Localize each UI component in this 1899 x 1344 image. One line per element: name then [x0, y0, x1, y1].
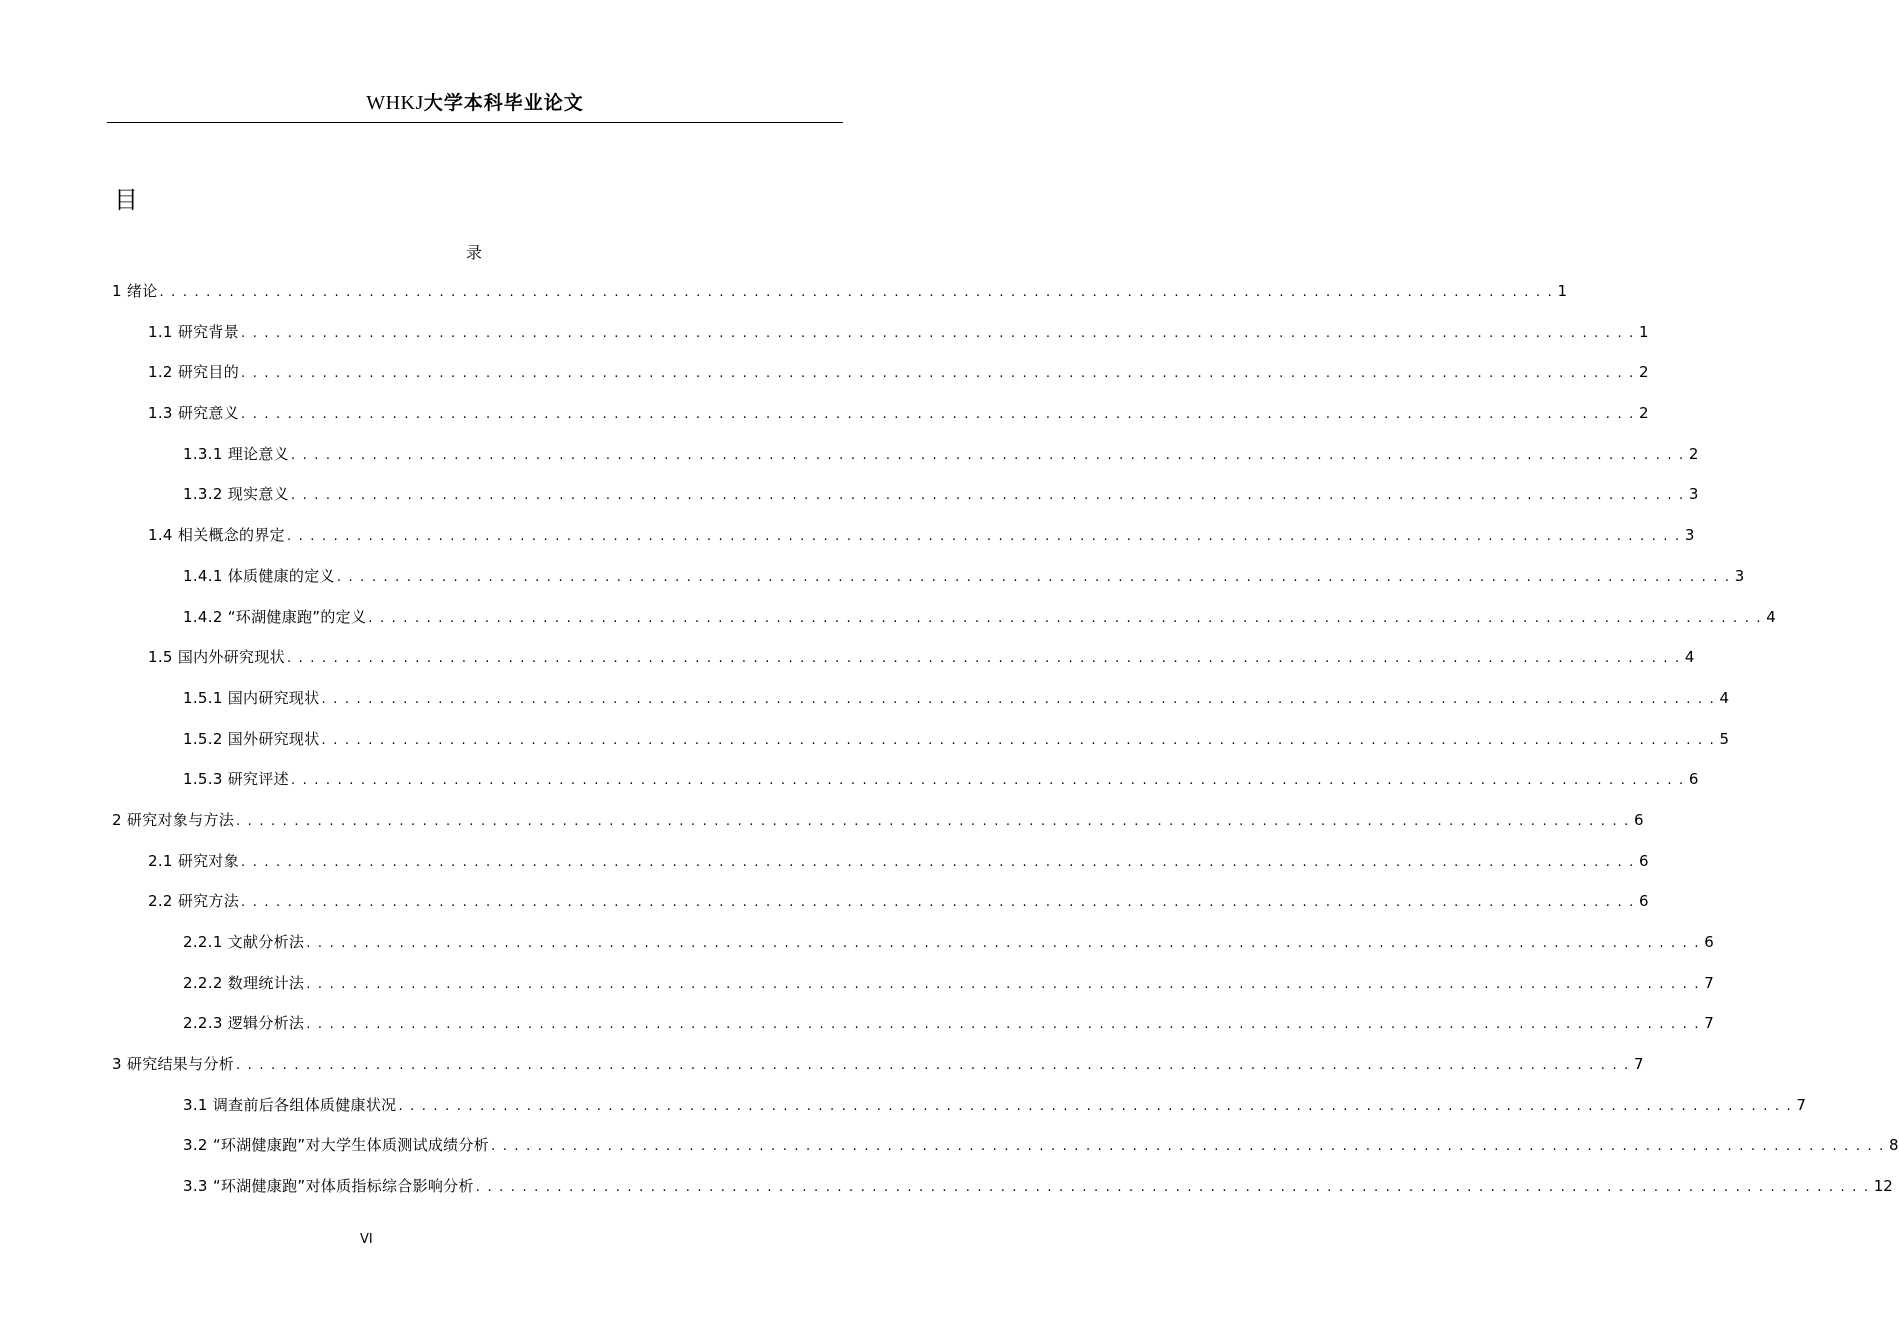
toc-dot-leader: . . . . . . . . . . . . . . . . . . . . . . . . . . . . . . . . . . . . . . . . . . . . . . . . . . . . . . . . . . . . . . . . . . . . . . . . . . . . . . . . . . . . . . . . . . . . . . . . . . . . . . . . . . . . . . . . . . . . . . . .	[368, 610, 1763, 626]
toc-entry[interactable]	[112, 642, 1695, 683]
toc-entry[interactable]	[112, 886, 1649, 927]
toc-dot-leader: . . . . . . . . . . . . . . . . . . . . . . . . . . . . . . . . . . . . . . . . . . . . . . . . . . . . . . . . . . . . . . . . . . . . . . . . . . . . . . . . . . . . . . . . . . . . . . . . . . . . . . . . . . . . . . . . . . . . . . . .	[241, 895, 1635, 911]
toc-entry[interactable]	[112, 317, 1649, 358]
toc-entry-page: 6	[1638, 851, 1649, 870]
toc-dot-leader: . . . . . . . . . . . . . . . . . . . . . . . . . . . . . . . . . . . . . . . . . . . . . . . . . . . . . . . . . . . . . . . . . . . . . . . . . . . . . . . . . . . . . . . . . . . . . . . . . . . . . . . . . . . . . . . . . . . . . . . .	[241, 325, 1635, 341]
toc-entry[interactable]	[112, 357, 1649, 398]
toc-entry-label: 3 研究结果与分析	[112, 1055, 235, 1074]
toc-entry-label: 1.5.3 研究评述	[183, 770, 289, 789]
toc-entry-label: 3.2 “环湖健康跑”对大学生体质测试成绩分析	[183, 1136, 490, 1155]
toc-entry-label: 1.3.2 现实意义	[183, 485, 289, 504]
toc-entry-page: 4	[1719, 688, 1730, 707]
toc-entry-page: 7	[1704, 973, 1714, 992]
toc-dot-leader: . . . . . . . . . . . . . . . . . . . . . . . . . . . . . . . . . . . . . . . . . . . . . . . . . . . . . . . . . . . . . . . . . . . . . . . . . . . . . . . . . . . . . . . . . . . . . . . . . . . . . . . . . . . . . . . . . . . . . . . .	[241, 366, 1635, 382]
toc-entry-page: 2	[1638, 363, 1649, 382]
toc-entry-page: 6	[1688, 770, 1699, 789]
toc-entry[interactable]	[112, 846, 1649, 887]
toc-dot-leader: . . . . . . . . . . . . . . . . . . . . . . . . . . . . . . . . . . . . . . . . . . . . . . . . . . . . . . . . . . . . . . . . . . . . . . . . . . . . . . . . . . . . . . . . . . . . . . . . . . . . . . . . . . . . . . . . . . . . . . . .	[475, 1180, 1870, 1196]
toc-entry-page: 4	[1684, 648, 1695, 667]
toc-entry-label: 2 研究对象与方法	[112, 810, 235, 829]
toc-dot-leader: . . . . . . . . . . . . . . . . . . . . . . . . . . . . . . . . . . . . . . . . . . . . . . . . . . . . . . . . . . . . . . . . . . . . . . . . . . . . . . . . . . . . . . . . . . . . . . . . . . . . . . . . . . . . . . . . . . . . . . . .	[286, 529, 1681, 545]
toc-entry[interactable]	[112, 276, 1567, 317]
header-title: 大学本科毕业论文	[423, 92, 584, 114]
toc-entry-label: 3.1 调查前后各组体质健康状况	[183, 1095, 397, 1114]
toc-entry-page: 8	[1889, 1136, 1899, 1155]
toc-dot-leader: . . . . . . . . . . . . . . . . . . . . . . . . . . . . . . . . . . . . . . . . . . . . . . . . . . . . . . . . . . . . . . . . . . . . . . . . . . . . . . . . . . . . . . . . . . . . . . . . . . . . . . . . . . . . . . . . . . . . . . . .	[306, 976, 1701, 992]
toc-dot-leader: . . . . . . . . . . . . . . . . . . . . . . . . . . . . . . . . . . . . . . . . . . . . . . . . . . . . . . . . . . . . . . . . . . . . . . . . . . . . . . . . . . . . . . . . . . . . . . . . . . . . . . . . . . . . . . . . . . . . . . . .	[306, 936, 1701, 951]
toc-entry[interactable]	[112, 561, 1745, 602]
toc-entry-label: 1.5 国内外研究现状	[148, 648, 285, 667]
toc-dot-leader: . . . . . . . . . . . . . . . . . . . . . . . . . . . . . . . . . . . . . . . . . . . . . . . . . . . . . . . . . . . . . . . . . . . . . . . . . . . . . . . . . . . . . . . . . . . . . . . . . . . . . . . . . . . . . . . . . . . . . . . .	[286, 651, 1681, 667]
toc-entry-page: 7	[1704, 1014, 1714, 1033]
toc-dot-leader: . . . . . . . . . . . . . . . . . . . . . . . . . . . . . . . . . . . . . . . . . . . . . . . . . . . . . . . . . . . . . . . . . . . . . . . . . . . . . . . . . . . . . . . . . . . . . . . . . . . . . . . . . . . . . . . . . . . . . . . .	[336, 569, 1731, 585]
toc-dot-leader: . . . . . . . . . . . . . . . . . . . . . . . . . . . . . . . . . . . . . . . . . . . . . . . . . . . . . . . . . . . . . . . . . . . . . . . . . . . . . . . . . . . . . . . . . . . . . . . . . . . . . . . . . . . . . . . . . . . . . . . .	[241, 854, 1635, 870]
toc-entry-page: 1	[1557, 282, 1567, 300]
toc-entry[interactable]	[112, 1049, 1644, 1090]
toc-dot-leader: . . . . . . . . . . . . . . . . . . . . . . . . . . . . . . . . . . . . . . . . . . . . . . . . . . . . . . . . . . . . . . . . . . . . . . . . . . . . . . . . . . . . . . . . . . . . . . . . . . . . . . . . . . . . . . . . . . . . . . . .	[290, 488, 1685, 504]
toc-entry[interactable]	[112, 1130, 1899, 1171]
footer-page-number: VI	[360, 1232, 373, 1247]
toc-dot-leader: . . . . . . . . . . . . . . . . . . . . . . . . . . . . . . . . . . . . . . . . . . . . . . . . . . . . . . . . . . . . . . . . . . . . . . . . . . . . . . . . . . . . . . . . . . . . . . . . . . . . . . . . . . . . . . . . . . . . . . . .	[241, 407, 1635, 423]
toc-entry-page: 3	[1688, 485, 1699, 504]
toc-dot-leader: . . . . . . . . . . . . . . . . . . . . . . . . . . . . . . . . . . . . . . . . . . . . . . . . . . . . . . . . . . . . . . . . . . . . . . . . . . . . . . . . . . . . . . . . . . . . . . . . . . . . . . . . . . . . . . . . . . . . . . . .	[236, 813, 1630, 829]
toc-entry-page: 6	[1633, 810, 1644, 829]
toc-entry-label: 2.2.2 数理统计法	[183, 973, 305, 992]
toc-entry-label: 1.1 研究背景	[148, 322, 240, 341]
toc-entry[interactable]	[112, 520, 1695, 561]
toc-entry[interactable]	[112, 683, 1730, 724]
toc-entry-label: 2.2 研究方法	[148, 892, 240, 911]
toc-entry-label: 1.4 相关概念的界定	[148, 526, 285, 545]
toc-entry-label: 2.2.1 文献分析法	[183, 933, 305, 951]
toc-entry-label: 1.3 研究意义	[148, 404, 240, 423]
toc-dot-leader: . . . . . . . . . . . . . . . . . . . . . . . . . . . . . . . . . . . . . . . . . . . . . . . . . . . . . . . . . . . . . . . . . . . . . . . . . . . . . . . . . . . . . . . . . . . . . . . . . . . . . . . . . . . . . . . . . . . . . . . .	[398, 1098, 1793, 1114]
toc-entry-page: 7	[1633, 1055, 1644, 1074]
toc-entry[interactable]	[112, 1090, 1806, 1131]
toc-dot-leader: . . . . . . . . . . . . . . . . . . . . . . . . . . . . . . . . . . . . . . . . . . . . . . . . . . . . . . . . . . . . . . . . . . . . . . . . . . . . . . . . . . . . . . . . . . . . . . . . . . . . . . . . . . . . . . . . . . . . . . . .	[306, 1017, 1701, 1033]
toc-dot-leader: . . . . . . . . . . . . . . . . . . . . . . . . . . . . . . . . . . . . . . . . . . . . . . . . . . . . . . . . . . . . . . . . . . . . . . . . . . . . . . . . . . . . . . . . . . . . . . . . . . . . . . . . . . . . . . . . . . . . . . . .	[321, 732, 1716, 748]
toc-entry[interactable]	[112, 439, 1699, 480]
toc-entry[interactable]	[112, 724, 1730, 765]
header-rule	[107, 122, 843, 123]
toc-entry-page: 2	[1688, 444, 1699, 463]
toc-entry[interactable]	[112, 927, 1714, 968]
header-latin: WHKJ	[366, 92, 424, 114]
toc-dot-leader: . . . . . . . . . . . . . . . . . . . . . . . . . . . . . . . . . . . . . . . . . . . . . . . . . . . . . . . . . . . . . . . . . . . . . . . . . . . . . . . . . . . . . . . . . . . . . . . . . . . . . . . . . . . . . . . . . . . . . . . .	[491, 1139, 1886, 1155]
toc-entry-page: 2	[1638, 404, 1649, 423]
table-of-contents	[112, 276, 1899, 1212]
toc-title-part1: 目	[114, 186, 138, 214]
toc-entry[interactable]	[112, 1008, 1714, 1049]
toc-entry-label: 1.3.1 理论意义	[183, 444, 289, 463]
toc-entry-label: 2.2.3 逻辑分析法	[183, 1014, 305, 1033]
toc-entry-page: 1	[1638, 322, 1649, 341]
toc-entry-label: 1.2 研究目的	[148, 363, 240, 382]
toc-entry-label: 1 绪论	[112, 282, 158, 300]
toc-entry[interactable]	[112, 764, 1699, 805]
toc-entry[interactable]	[112, 968, 1714, 1009]
toc-entry[interactable]	[112, 398, 1649, 439]
toc-entry-page: 12	[1873, 1177, 1893, 1196]
toc-entry-label: 3.3 “环湖健康跑”对体质指标综合影响分析	[183, 1177, 474, 1196]
toc-entry-label: 1.4.2 “环湖健康跑”的定义	[183, 607, 367, 626]
toc-entry-page: 7	[1796, 1095, 1806, 1114]
toc-entry-label: 1.5.1 国内研究现状	[183, 688, 320, 707]
toc-dot-leader: . . . . . . . . . . . . . . . . . . . . . . . . . . . . . . . . . . . . . . . . . . . . . . . . . . . . . . . . . . . . . . . . . . . . . . . . . . . . . . . . . . . . . . . . . . . . . . . . . . . . . . . . . . . . . . . . . . . . . . . .	[159, 285, 1554, 300]
toc-entry-page: 6	[1638, 892, 1649, 911]
toc-entry-label: 1.5.2 国外研究现状	[183, 729, 320, 748]
toc-entry-page: 4	[1766, 607, 1776, 626]
toc-dot-leader: . . . . . . . . . . . . . . . . . . . . . . . . . . . . . . . . . . . . . . . . . . . . . . . . . . . . . . . . . . . . . . . . . . . . . . . . . . . . . . . . . . . . . . . . . . . . . . . . . . . . . . . . . . . . . . . . . . . . . . . .	[321, 691, 1716, 707]
toc-title-part2: 录	[466, 243, 483, 262]
toc-entry-page: 5	[1719, 729, 1730, 748]
toc-entry[interactable]	[112, 1171, 1893, 1212]
page-header	[107, 88, 843, 122]
toc-entry[interactable]	[112, 602, 1776, 643]
toc-entry-label: 1.4.1 体质健康的定义	[183, 566, 335, 585]
toc-entry[interactable]	[112, 479, 1699, 520]
toc-dot-leader: . . . . . . . . . . . . . . . . . . . . . . . . . . . . . . . . . . . . . . . . . . . . . . . . . . . . . . . . . . . . . . . . . . . . . . . . . . . . . . . . . . . . . . . . . . . . . . . . . . . . . . . . . . . . . . . . . . . . . . . .	[290, 773, 1685, 789]
toc-entry-page: 6	[1704, 933, 1714, 951]
toc-dot-leader: . . . . . . . . . . . . . . . . . . . . . . . . . . . . . . . . . . . . . . . . . . . . . . . . . . . . . . . . . . . . . . . . . . . . . . . . . . . . . . . . . . . . . . . . . . . . . . . . . . . . . . . . . . . . . . . . . . . . . . . .	[236, 1058, 1630, 1074]
toc-entry-page: 3	[1734, 566, 1745, 585]
toc-entry[interactable]	[112, 805, 1644, 846]
toc-dot-leader: . . . . . . . . . . . . . . . . . . . . . . . . . . . . . . . . . . . . . . . . . . . . . . . . . . . . . . . . . . . . . . . . . . . . . . . . . . . . . . . . . . . . . . . . . . . . . . . . . . . . . . . . . . . . . . . . . . . . . . . .	[290, 447, 1685, 463]
toc-entry-page: 3	[1684, 526, 1695, 545]
toc-entry-label: 2.1 研究对象	[148, 851, 240, 870]
